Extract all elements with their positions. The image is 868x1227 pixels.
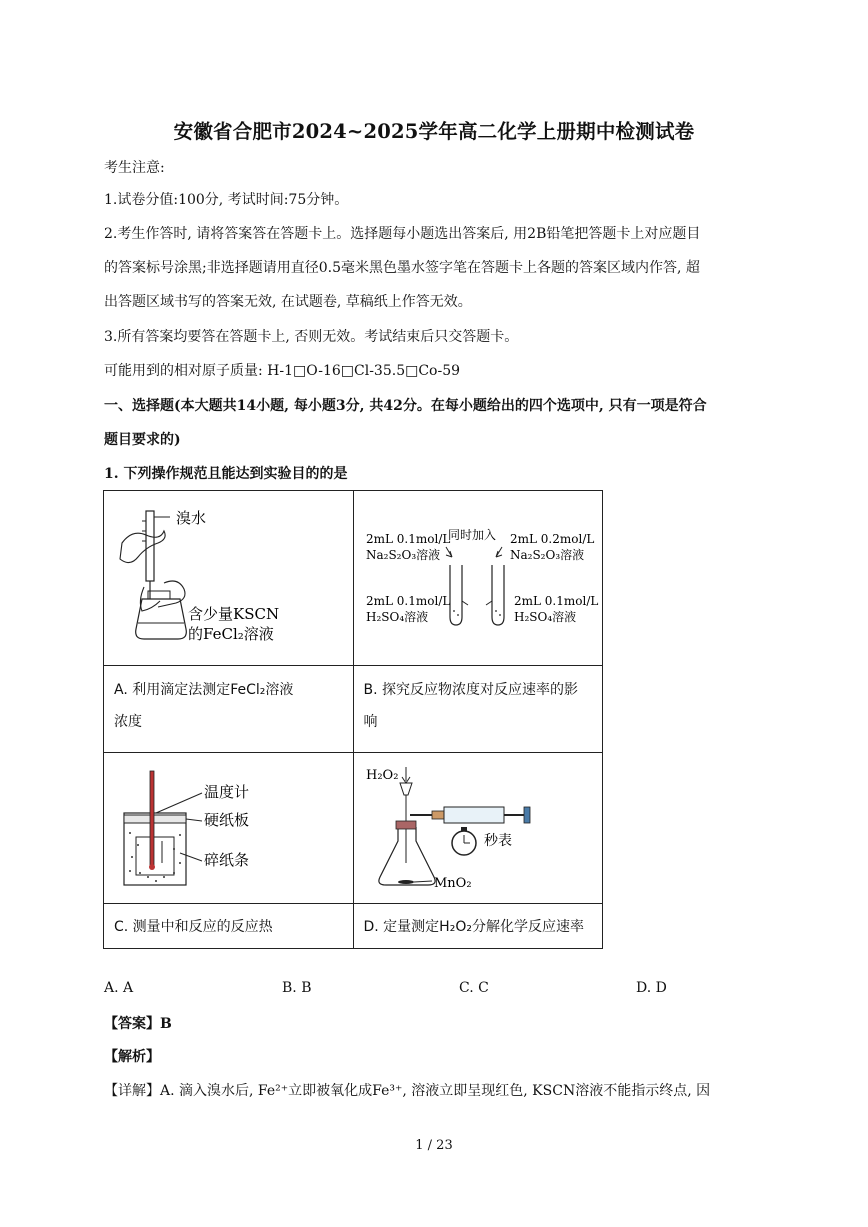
section-heading-line2: 题目要求的) bbox=[104, 432, 181, 448]
option-b: B. B bbox=[282, 980, 312, 996]
label-b-add: 同时加入 bbox=[447, 528, 496, 542]
atomic-mass-line: 可能用到的相对原子质量: H-1□O-16□Cl-35.5□Co-59 bbox=[104, 363, 461, 379]
label-b-left-top1: 2mL 0.1mol/L bbox=[365, 532, 450, 546]
label-kscn-line1: 含少量KSCN bbox=[188, 605, 280, 623]
caption-b-line1: B. 探究反应物浓度对反应速率的影 bbox=[363, 682, 579, 698]
figure-b-test-tubes bbox=[354, 491, 620, 661]
notice-item-1: 1.试卷分值:100分, 考试时间:75分钟。 bbox=[104, 192, 349, 208]
notice-item-3: 3.所有答案均要答在答题卡上, 否则无效。考试结束后只交答题卡。 bbox=[104, 329, 519, 345]
label-d-mno2: MnO₂ bbox=[433, 876, 472, 891]
figure-d-cell bbox=[353, 753, 603, 904]
caption-c: C. 测量中和反应的反应热 bbox=[104, 904, 354, 949]
caption-d: D. 定量测定H₂O₂分解化学反应速率 bbox=[353, 904, 603, 949]
option-a: A. A bbox=[104, 980, 134, 996]
label-d-h2o2: H₂O₂ bbox=[365, 768, 398, 783]
figure-a-cell bbox=[104, 491, 354, 666]
figure-a-titration bbox=[104, 491, 336, 661]
detail-line: 【详解】A. 滴入溴水后, Fe²⁺立即被氧化成Fe³⁺, 溶液立即呈现红色, KSCN溶液不能指示终点, 因 bbox=[104, 1083, 711, 1099]
label-thermometer: 温度计 bbox=[204, 783, 250, 801]
figure-d-gas-apparatus bbox=[354, 753, 620, 899]
label-b-right-bot1: 2mL 0.1mol/L bbox=[513, 594, 598, 608]
caption-a-line1: A. 利用滴定法测定FeCl₂溶液 bbox=[114, 682, 294, 698]
notice-item-2-line1: 2.考生作答时, 请将答案答在答题卡上。选择题每小题选出答案后, 用2B铅笔把答题卡上对应题目 bbox=[104, 226, 701, 242]
notice-item-2-line3: 出答题区域书写的答案无效, 在试题卷, 草稿纸上作答无效。 bbox=[104, 294, 472, 310]
notice-item-2-line2: 的答案标号涂黑;非选择题请用直径0.5毫米黑色墨水签字笔在答题卡上各题的答案区域内作答, 超 bbox=[104, 260, 700, 276]
analysis-heading: 【解析】 bbox=[104, 1049, 160, 1065]
label-b-right-top1: 2mL 0.2mol/L bbox=[509, 532, 594, 546]
option-d: D. D bbox=[636, 980, 667, 996]
page-title: 安徽省合肥市2024~2025学年高二化学上册期中检测试卷 bbox=[173, 120, 695, 143]
section-heading-line1: 一、选择题(本大题共14小题, 每小题3分, 共42分。在每小题给出的四个选项中, 只有一项是符合 bbox=[104, 398, 707, 414]
options-table bbox=[103, 490, 603, 949]
caption-a bbox=[104, 666, 354, 753]
figure-b-cell bbox=[353, 491, 603, 666]
label-b-right-bot2: H₂SO₄溶液 bbox=[513, 610, 576, 624]
label-b-left-bot2: H₂SO₄溶液 bbox=[365, 610, 428, 624]
label-kscn-line2: 的FeCl₂溶液 bbox=[188, 625, 274, 643]
figure-c-cell bbox=[104, 753, 354, 904]
label-bromine: 溴水 bbox=[176, 509, 207, 527]
label-d-stopwatch: 秒表 bbox=[483, 833, 512, 849]
label-paper: 碎纸条 bbox=[204, 851, 250, 869]
label-b-left-bot1: 2mL 0.1mol/L bbox=[365, 594, 450, 608]
option-c: C. C bbox=[459, 980, 489, 996]
figure-c-calorimeter bbox=[104, 753, 336, 899]
question-stem: 1. 下列操作规范且能达到实验目的的是 bbox=[104, 466, 348, 482]
notice-heading: 考生注意: bbox=[104, 160, 165, 176]
caption-a-line2: 浓度 bbox=[114, 714, 142, 730]
caption-b-line2: 响 bbox=[363, 714, 378, 730]
answer-line: 【答案】B bbox=[104, 1016, 172, 1032]
caption-b bbox=[353, 666, 603, 753]
label-b-right-top2: Na₂S₂O₃溶液 bbox=[509, 548, 584, 562]
label-board: 硬纸板 bbox=[204, 811, 250, 829]
label-b-left-top2: Na₂S₂O₃溶液 bbox=[365, 548, 440, 562]
page-number: 1 / 23 bbox=[415, 1138, 453, 1153]
